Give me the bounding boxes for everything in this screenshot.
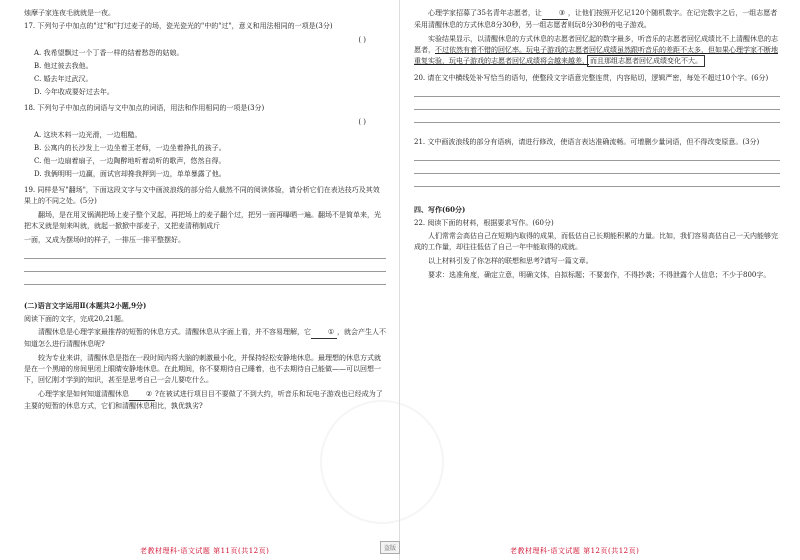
q19-stem: 19. 同样是写"翻场"，下面这段文字与文中画波浪线的部分给人截然不同的阅读体验，请分析它们在表达技巧及其效果上的不同之处。(5分) [24, 186, 380, 205]
q18-stem: 18. 下列句子中加点的词语与文中加点的词语，用法和作用相同的一项是(3分) [24, 104, 265, 112]
q18-option-d: D. 我俩明明一边赢，面试官却搀我押到一边，单单暴露了他。 [34, 170, 226, 178]
stamp-badge: 盗版 [380, 541, 400, 554]
q17-option-c: C. 婚去年过武汉。 [34, 75, 93, 83]
q17-stem: 17. 下列句子中加点的"过"和"打过麦子的场，瓷光瓷光的"中的"过"，意义和用法相同的一项是(3分) [24, 22, 333, 30]
q17-paren: ( ) [358, 36, 366, 44]
question-21 [414, 137, 780, 187]
q19-quote-2: 一面，又成为摆场时的样子，一排压一排平整摆好。 [24, 236, 185, 244]
q20-stem: 20. 请在文中横线处补写恰当的语句，使整段文字语意完整连贯，内容贴切，逻辑严密，每处不超过10个字。(6分) [414, 74, 769, 82]
answer-line[interactable] [24, 271, 386, 272]
right-para-5: 实验结果显示，以清醒休息的方式休息的志愿者回忆起的数字最多，听音乐的志愿者回忆成绩比不上清醒休息的志愿者，不过依然有着不错的回忆率。玩电子游戏的志愿者回忆成绩虽然跟听音乐的差距不太多，但如果心理学家不断地重复实验，玩电子游戏的志愿者回忆成绩将会越来越差，而且那组志愿者回忆成绩变化不大。 [414, 35, 778, 65]
right-footer: 老教材理科-语文试题 第12页(共12页) [510, 547, 640, 555]
q18-paren: ( ) [358, 118, 366, 126]
q22-stem: 22. 阅读下面的材料，根据要求写作。(60分) [414, 219, 554, 227]
answer-line[interactable] [414, 109, 780, 110]
intro-line: 烛摩子家连夜毛就就是一夜。 [24, 9, 115, 17]
section-2-para-2: 较为专业来讲，清醒休息是指在一段时间内将大脑的刺激最小化，并保持轻松安静地休息。最理想的休息方式就是在一个黑暗的房间里闭上眼睛安静地休息。在此期间，你不要期待自己睡着，也不去期待自己能做——可以回想一下，回忆刚才学到的知识，甚至是思考自己一会儿要吃什么。 [24, 354, 381, 384]
blank-2[interactable]: ② [129, 389, 155, 401]
answer-line[interactable] [414, 186, 780, 187]
right-para-4: 心理学家招募了35名青年志愿者，让 ③ ，让他们按照开忆记120个随机数字。在记完数字之后，一组志愿者采用清醒休息的方式休息8分30秒，另一组志愿者则玩8分30秒的电子游戏。 [414, 9, 778, 29]
boxed-text: 而且那组志愿者回忆成绩变化不大。 [587, 55, 705, 67]
q18-option-a: A. 这块木料一边光滑，一边粗糙。 [34, 131, 142, 139]
section-2-title: (二)语言文字运用Ⅱ(本题共2小题,9分) [24, 301, 147, 310]
q22-rules: 要求：选准角度，确定立意，明确文体，自拟标题；不要套作，不得抄袭；不得泄露个人信息；不少于800字。 [428, 271, 771, 279]
q17-option-d: D. 今年收成要好过去年。 [34, 88, 114, 96]
section-2-read: 阅读下面的文字，完成20,21题。 [24, 315, 129, 323]
q21-stem: 21. 文中画波浪线的部分有语病，请进行修改，使语言表达准确流畅。可增删少量词语，但不得改变原意。(3分) [414, 138, 760, 146]
right-page [400, 0, 800, 560]
q17-option-a: A. 我希望飘过一个丁香一样的结着愁怨的姑娘。 [34, 49, 184, 57]
wavy-underline-text-1: 不过依然有着不错的回忆率。玩电子游戏的志愿者回忆成绩虽然跟听音乐的差距不太多， [435, 46, 708, 54]
wavy-underline-text-2: 但如果心理学家不断地重复实验，玩电子游戏的志愿者回忆成绩将会越来越差， [414, 46, 778, 65]
q17-option-b: B. 他过彼去我他。 [34, 62, 93, 70]
q22-material: 人们常常会高估自己在短期内取得的成果，而低估自己长期能积累的力量。比如，我们容易高估自己一天内能够完成的工作量，却往往低估了自己一年中能取得的成就。 [414, 232, 778, 251]
answer-line[interactable] [24, 284, 386, 285]
blank-1[interactable]: ① [311, 327, 337, 339]
section-2 [24, 301, 386, 412]
q22-requirement: 以上材料引发了你怎样的联想和思考?请写一篇文章。 [428, 257, 593, 265]
question-20 [414, 73, 780, 123]
answer-line[interactable] [414, 96, 780, 97]
section-4 [414, 205, 780, 281]
answer-line[interactable] [414, 173, 780, 174]
answer-line[interactable] [414, 160, 780, 161]
section-2-para-3: 心理学家是如何知道清醒休息 ② ?在被试进行项目目不要做了不到大约，听音乐和玩电子游戏也已经成为了主要的短暂的休息方式，它们和清醒休息相比，孰优孰劣? [24, 390, 383, 410]
answer-line[interactable] [24, 258, 386, 259]
q18-option-b: B. 公寓内的长沙发上一边坐着王老师，一边坐着挣扎的孩子。 [34, 144, 226, 152]
section-2-para-1: 清醒休息是心理学家最推荐的短暂的休息方式。清醒休息从字面上看，并不容易理解，它 ① ，就会产生人不知道怎么进行清醒休息呢? [24, 328, 386, 348]
section-4-title: 四、写作(60分) [414, 205, 466, 214]
left-footer: 老教材理科-语文试题 第11页(共12页) [140, 547, 270, 555]
question-17 [24, 21, 386, 97]
question-18 [24, 103, 386, 179]
blank-3[interactable]: ③ [542, 8, 568, 20]
question-19 [24, 185, 386, 285]
q19-quote-1: 翻场，是在用叉锅满把场上麦子整个叉起，再把场上的麦子翻个过，把另一面再曝晒一遍。翻场不是简单来，光把木叉就是刻来叫就，就起一掀掀中部麦子，又把麦清稍制成斤 [24, 211, 381, 230]
q18-option-c: C. 他一边扇着扇子，一边陶醉地听着动听的歌声，悠然自得。 [34, 157, 226, 165]
answer-line[interactable] [414, 122, 780, 123]
